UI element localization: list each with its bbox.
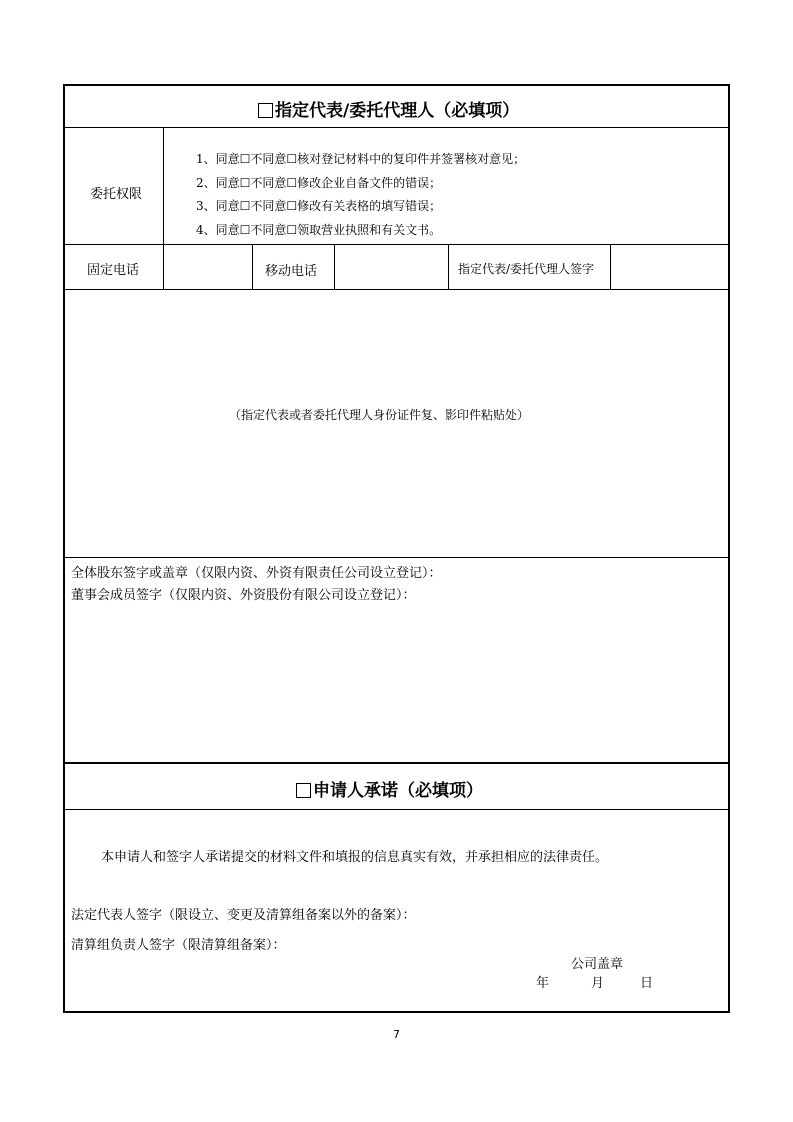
authority-items: [196, 148, 525, 242]
divider: [610, 244, 611, 289]
company-seal-label: 公司盖章: [571, 957, 624, 972]
section-title-text: 指定代表/委托代理人（必填项）: [275, 101, 520, 121]
list-item: 4、同意☐不同意☐领取营业执照和有关文书。: [196, 222, 442, 237]
list-item: 2、同意☐不同意☐修改企业自备文件的错误；: [196, 175, 442, 190]
divider: [163, 127, 164, 289]
checkbox[interactable]: [296, 783, 311, 798]
mobile-label: 移动电话: [265, 264, 318, 279]
divider: [63, 289, 730, 290]
divider: [334, 244, 335, 289]
section-title-commitment: [296, 776, 483, 801]
divider: [252, 244, 253, 289]
date-month: 月: [591, 976, 605, 991]
divider: [63, 557, 730, 558]
shareholder-signature-label: 全体股东签字或盖章（仅限内资、外资有限责任公司设立登记）：: [71, 566, 442, 581]
landline-label: 固定电话: [87, 263, 140, 278]
list-item: 3、同意☐不同意☐修改有关表格的填写错误；: [196, 199, 442, 213]
commitment-statement: 本申请人和签字人承诺提交的材料文件和填报的信息真实有效，并承担相应的法律责任。: [101, 850, 609, 865]
mobile-field[interactable]: [339, 259, 443, 279]
divider: [448, 244, 449, 289]
authority-label: 委托权限: [90, 187, 143, 202]
date-day: 日: [640, 976, 654, 991]
section-title-agent: [258, 96, 519, 121]
id-copy-note: （指定代表或者委托代理人身份证件复、影印件粘贴处）: [229, 408, 530, 422]
agent-signature-label: 指定代表/委托代理人签字: [458, 262, 595, 276]
page-number: 7: [393, 1028, 400, 1041]
section-title-text: 申请人承诺（必填项）: [313, 781, 483, 801]
board-signature-label: 董事会成员签字（仅限内资、外资股份有限公司设立登记）：: [71, 588, 416, 603]
landline-field[interactable]: [168, 259, 248, 279]
agent-signature-field[interactable]: [615, 259, 725, 279]
checkbox[interactable]: [258, 103, 273, 118]
divider: [63, 809, 730, 810]
divider: [63, 762, 730, 764]
liquidation-signature-label: 清算组负责人签字（限清算组备案）：: [71, 938, 286, 953]
date-year: 年: [536, 976, 550, 991]
legal-rep-signature-label: 法定代表人签字（限设立、变更及清算组备案以外的备案）：: [71, 908, 416, 923]
list-item: 1、同意☐不同意☐核对登记材料中的复印件并签署核对意见；: [196, 152, 526, 166]
